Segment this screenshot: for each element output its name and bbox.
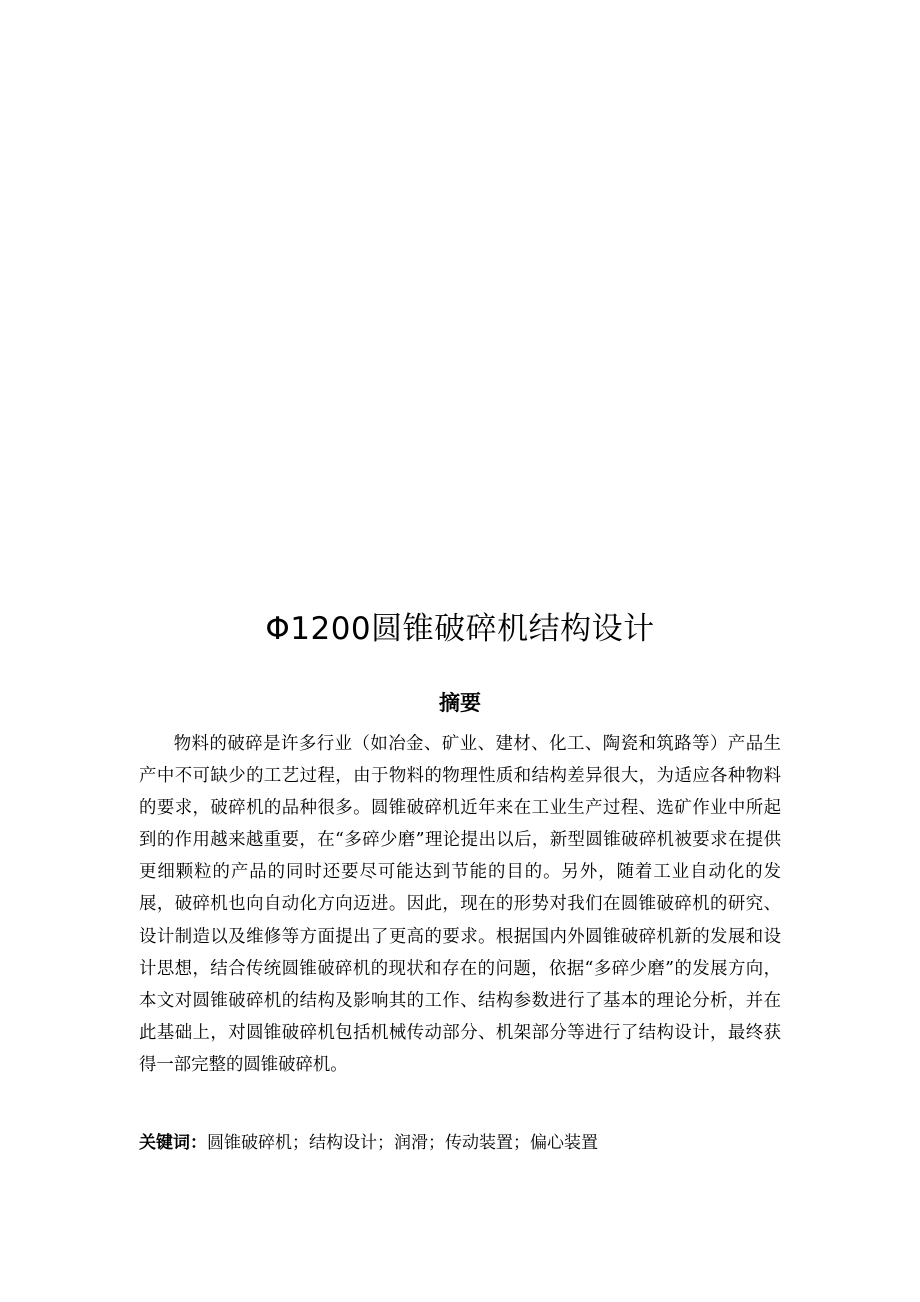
- page-title: Φ1200圆锥破碎机结构设计: [265, 611, 655, 647]
- abstract-heading: 摘要: [439, 691, 481, 715]
- keywords-line: [139, 1127, 781, 1159]
- keywords-list: 圆锥破碎机；结构设计；润滑；传动装置；偏心装置: [207, 1133, 598, 1153]
- abstract-paragraph: 物料的破碎是许多行业（如冶金、矿业、建材、化工、陶瓷和筑路等）产品生产中不可缺少的工艺过程，由于物料的物理性质和结构差异很大，为适应各种物料的要求，破碎机的品种很多。圆锥破碎机近年来在工业生产过程、选矿作业中所起到的作用越来越重要，在“多碎少磨”理论提出以后，新型圆锥破碎机被要求在提供更细颗粒的产品的同时还要尽可能达到节能的目的。另外，随着工业自动化的发展，破碎机也向自动化方向迈进。因此，现在的形势对我们在圆锥破碎机的研究、设计制造以及维修等方面提出了更高的要求。根据国内外圆锥破碎机新的发展和设计思想，结合传统圆锥破碎机的现状和存在的问题，依据“多碎少磨”的发展方向，本文对圆锥破碎机的结构及影响其的工作、结构参数进行了基本的理论分析，并在此基础上，对圆锥破碎机包括机械传动部分、机架部分等进行了结构设计，最终获得一部完整的圆锥破碎机。: [139, 734, 781, 1075]
- keywords-label: 关键词：: [139, 1133, 207, 1153]
